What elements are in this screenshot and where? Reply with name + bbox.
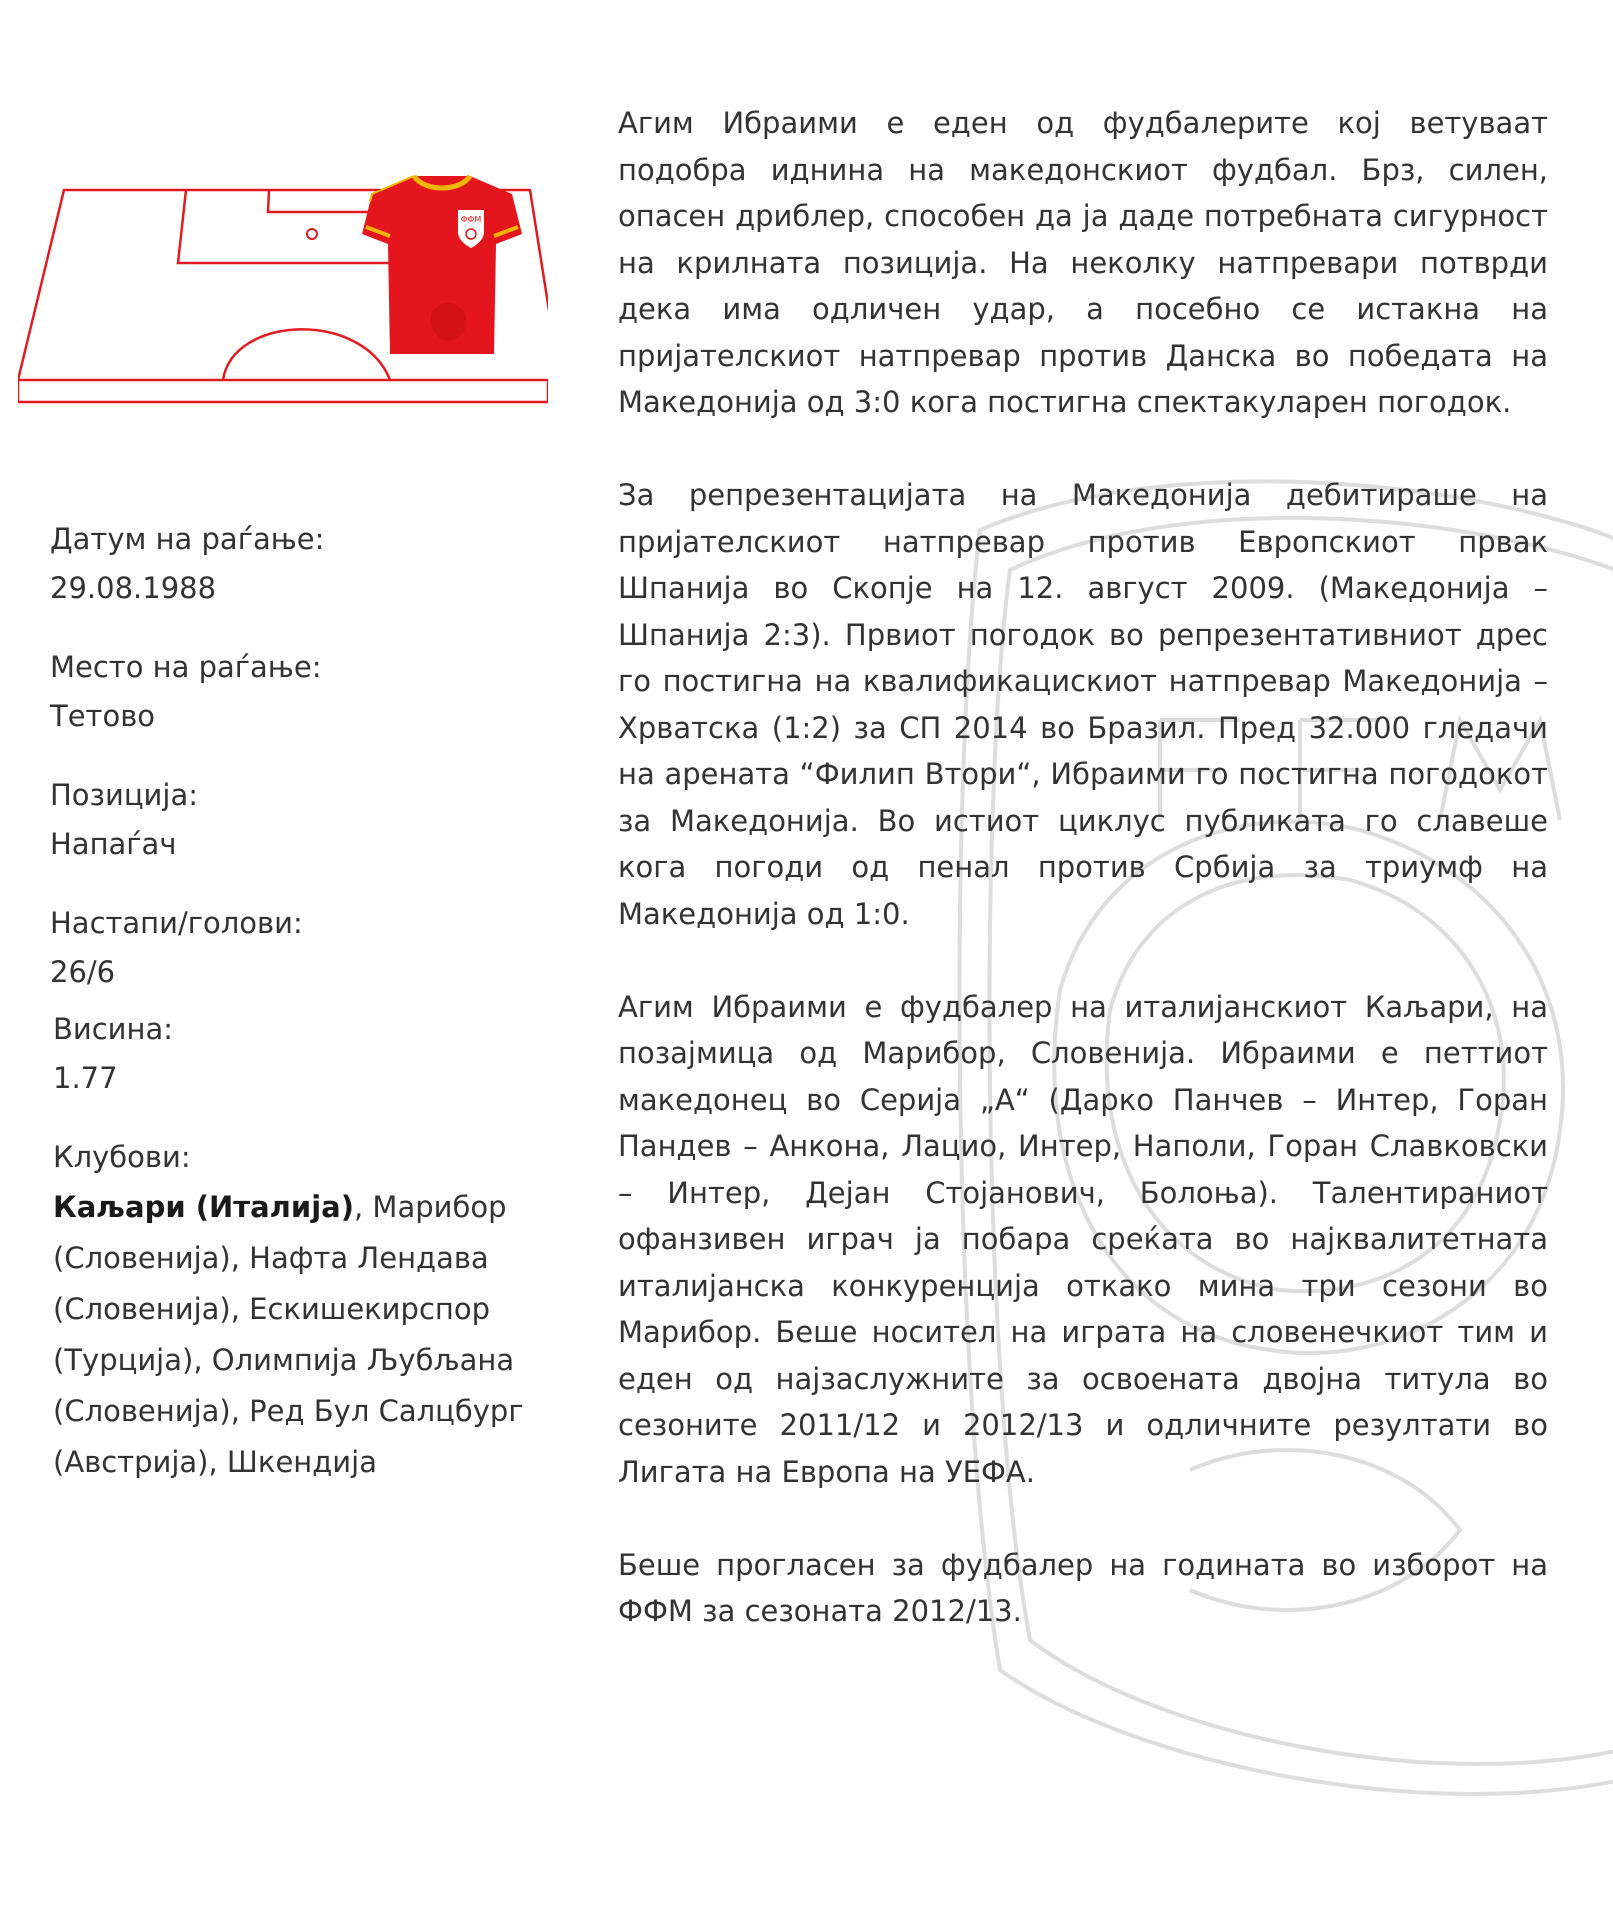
height-label: Висина: (53, 1012, 174, 1046)
bio-paragraph: Агим Ибраими е фудбалер на италијанскиот Каљари, на позајмица од Марибор, Словенија. Ибраими е петтиот македонец во Серија „А“ (Дарко Панчев – Интер, Горан Пандев – Анкона, Лацио, Интер, Наполи, Горан Славковски – Интер, Дејан Стојанович, Болоња). Талентираниот офанзивен играч ја побара среќата во најквалитетната италијанска конкуренција откако мина три сезони во Марибор. Беше носител на играта на словенечкиот тим и еден од најзаслужните за освоената двојна титула во сезоните 2011/12 и 2012/13 и одличните резултати во Лигата на Европа на УЕФА. (618, 989, 1548, 1489)
position-block (50, 771, 550, 869)
red-jersey-icon (362, 172, 522, 357)
biography-column (618, 100, 1548, 1681)
previous-clubs: , Марибор (Словенија), Нафта Лендава (Словенија), Ескишекирспор (Турција), Олимпија Љубљана (Словенија), Ред Бул Салцбург (Австрија), Шкендија (53, 1190, 524, 1479)
birth-date-value: 29.08.1988 (50, 571, 217, 605)
position-label: Позиција: (50, 778, 199, 812)
birth-date-label: Датум на раѓање: (50, 522, 325, 556)
clubs-block (50, 1133, 550, 1488)
caps-goals-block (50, 899, 550, 997)
height-value: 1.77 (53, 1061, 118, 1095)
badge-text: ФФМ (460, 215, 482, 224)
current-club: Каљари (Италија) (53, 1190, 354, 1224)
caps-goals-value: 26/6 (50, 955, 116, 989)
bio-paragraph: Агим Ибраими е еден од фудбалерите кој ветуваат подобра иднина на македонскиот фудбал. Брз, силен, опасен дриблер, способен да ја даде потребната сигурност на крилната позиција. На неколку натпревари потврди дека има одличен удар, а посебно се истакна на пријателскиот натпревар против Данска во победата на Македонија од 3:0 кога постигна спектакуларен погодок. (618, 106, 1548, 419)
clubs-label: Клубови: (53, 1140, 191, 1174)
caps-goals-label: Настапи/голови: (50, 906, 303, 940)
birth-place-block (50, 643, 550, 741)
birth-place-label: Место на раѓање: (50, 650, 322, 684)
height-block (50, 1005, 550, 1103)
birth-date-block (50, 515, 550, 613)
bio-paragraph: За репрезентацијата на Македонија дебитираше на пријателскиот натпревар против Европскиот првак Шпанија во Скопје на 12. август 2009. (Македонија – Шпанија 2:3). Првиот погодок во репрезентативниот дрес го постигна на квалификацискиот натпревар Македонија – Хрватска (1:2) за СП 2014 во Бразил. Пред 32.000 гледачи на арената “Филип Втори“, Ибраими го постигна погодокот за Македонија. Во истиот циклус публиката го славеше кога погоди од пенал против Србија за триумф на Македонија од 1:0. (618, 478, 1548, 931)
position-value: Напаѓач (50, 827, 177, 861)
birth-place-value: Тетово (50, 699, 156, 733)
player-info-column (50, 515, 550, 1518)
bio-paragraph: Беше прогласен за фудбалер на годината во изборот на ФФМ за сезоната 2012/13. (618, 1547, 1548, 1628)
clubs-list (53, 1182, 550, 1488)
